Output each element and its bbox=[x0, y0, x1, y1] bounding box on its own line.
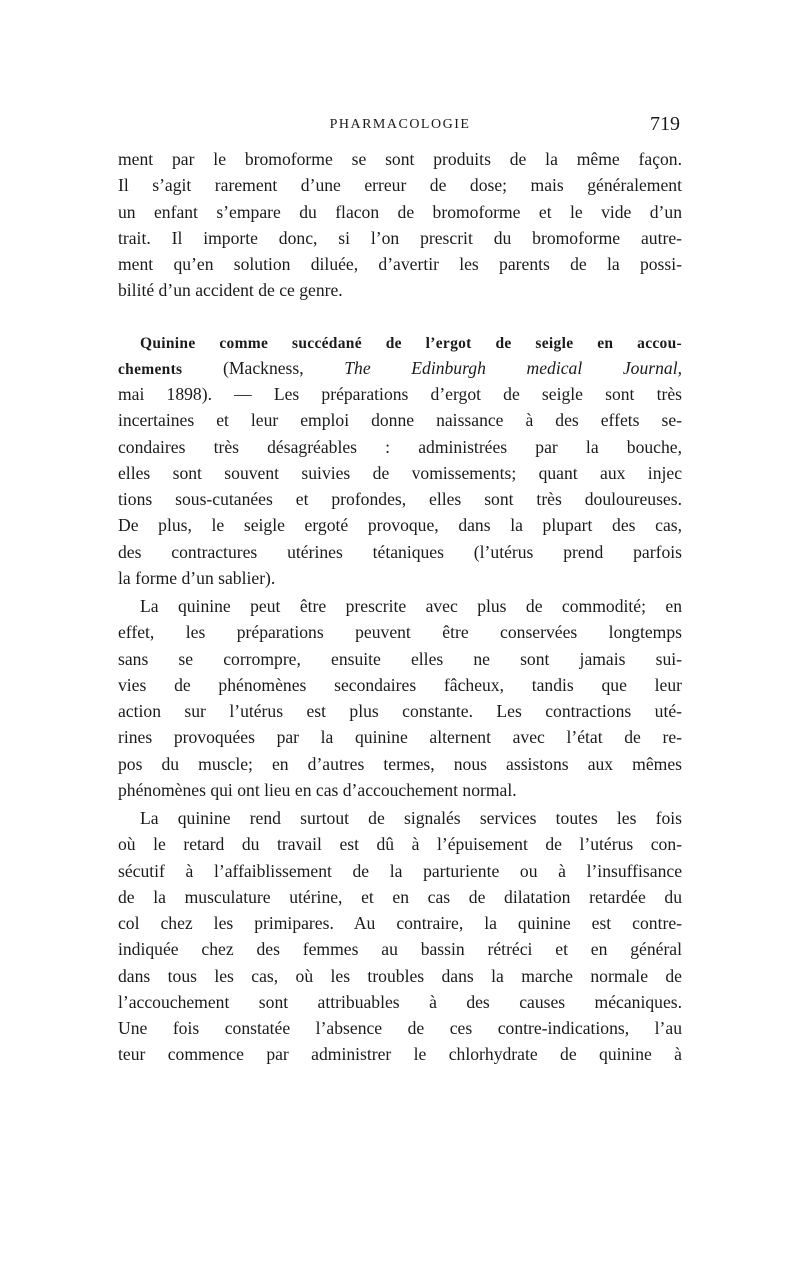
text-line: bilité d’un accident de ce genre. bbox=[118, 280, 343, 301]
text-line: indiquée chez des femmes au bassin rétréci et en général bbox=[118, 939, 682, 960]
text-line: dans tous les cas, où les troubles dans la marche normale de bbox=[118, 965, 682, 986]
paragraph-quinine-advantages bbox=[118, 593, 682, 803]
paragraph-quinine-indications bbox=[118, 805, 682, 1068]
text-line: mai 1898). — Les préparations d’ergot de seigle sont très bbox=[118, 384, 682, 404]
text-line: un enfant s’empare du flacon de bromoforme et le vide d’un bbox=[118, 201, 682, 222]
section-heading: Quinine comme succédané de l’ergot de seigle en accou- bbox=[140, 334, 682, 352]
paragraph-quinine-heading bbox=[118, 329, 682, 592]
text-line: des contractures utérines tétaniques (l’utérus prend parfois bbox=[118, 541, 682, 562]
text-line: condaires très désagréables : administrées par la bouche, bbox=[118, 436, 682, 457]
text-line: phénomènes qui ont lieu en cas d’accouchement normal. bbox=[118, 779, 517, 800]
text-line: où le retard du travail est dû à l’épuisement de l’utérus con- bbox=[118, 834, 682, 855]
text-line: action sur l’utérus est plus constante. Les contractions uté- bbox=[118, 701, 682, 721]
text-line: la forme d’un sablier). bbox=[118, 567, 276, 588]
text-line: La quinine rend surtout de signalés services toutes les fois bbox=[140, 808, 682, 828]
page-number: 719 bbox=[650, 113, 680, 135]
journal-title: The Edinburgh medical Journal, bbox=[344, 357, 682, 378]
citation-line bbox=[118, 355, 682, 381]
text-line: ment qu’en solution diluée, d’avertir les parents de la possi- bbox=[118, 254, 682, 274]
text-line: sécutif à l’affaiblissement de la parturiente ou à l’insuffisance bbox=[118, 860, 682, 881]
text-line: De plus, le seigle ergoté provoque, dans la plupart des cas, bbox=[118, 515, 682, 536]
page-header bbox=[120, 113, 680, 143]
text-line: sans se corrompre, ensuite elles ne sont jamais sui- bbox=[118, 648, 682, 669]
text-line: rines provoquées par la quinine alternent avec l’état de re- bbox=[118, 727, 682, 748]
section-spacer bbox=[118, 304, 682, 329]
text-line: La quinine peut être prescrite avec plus de commodité; en bbox=[140, 596, 682, 616]
citation-text: (Mackness, bbox=[182, 357, 345, 378]
section-heading-line bbox=[118, 329, 682, 355]
text-line: elles sont souvent suivies de vomissements; quant aux injec bbox=[118, 462, 682, 483]
text-line: Il s’agit rarement d’une erreur de dose; mais généralement bbox=[118, 175, 682, 196]
running-title: PHARMACOLOGIE bbox=[329, 117, 471, 132]
text-line: effet, les préparations peuvent être conservées longtemps bbox=[118, 622, 682, 643]
text-line: l’accouchement sont attribuables à des causes mécaniques. bbox=[118, 991, 682, 1012]
text-line: tions sous-cutanées et profondes, elles sont très douloureuses. bbox=[118, 489, 682, 509]
text-line: incertaines et leur emploi donne naissance à des effets se- bbox=[118, 410, 682, 431]
section-heading-continued: chements bbox=[118, 360, 183, 378]
body-text bbox=[118, 146, 682, 1068]
text-line: pos du muscle; en d’autres termes, nous assistons aux mêmes bbox=[118, 753, 682, 774]
text-line: de la musculature utérine, et en cas de dilatation retardée du bbox=[118, 886, 682, 907]
text-line: trait. Il importe donc, si l’on prescrit du bromoforme autre- bbox=[118, 227, 682, 248]
text-line: ment par le bromoforme se sont produits de la même façon. bbox=[118, 149, 682, 169]
text-line: teur commence par administrer le chlorhydrate de quinine à bbox=[118, 1044, 682, 1065]
text-line: vies de phénomènes secondaires fâcheux, tandis que leur bbox=[118, 674, 682, 695]
text-line: Une fois constatée l’absence de ces contre-indications, l’au bbox=[118, 1018, 682, 1038]
paragraph-bromoforme bbox=[118, 146, 682, 304]
text-line: col chez les primipares. Au contraire, la quinine est contre- bbox=[118, 913, 682, 933]
